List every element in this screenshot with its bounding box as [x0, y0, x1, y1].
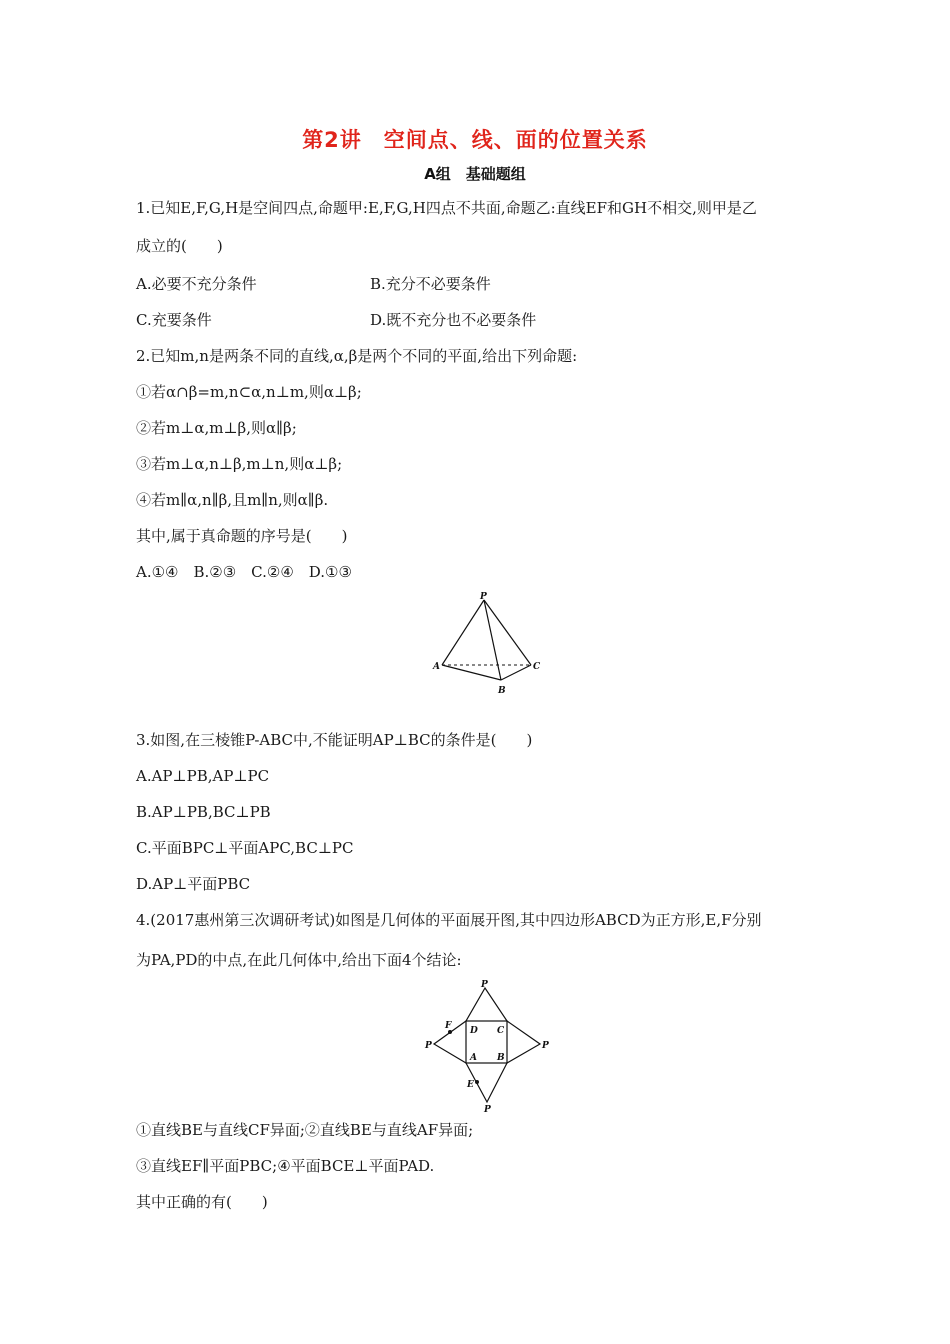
q3-option-d: D.AP⊥平面PBC	[136, 875, 251, 893]
q3-stem: 3.如图,在三棱锥P-ABC中,不能证明AP⊥BC的条件是( )	[136, 731, 533, 749]
label-d: D	[470, 1026, 478, 1036]
label-a: A	[433, 662, 440, 672]
q2-proposition-3: ③若m⊥α,n⊥β,m⊥n,则α⊥β;	[136, 455, 343, 473]
label-p-left: P	[425, 1041, 432, 1051]
q2-ask: 其中,属于真命题的序号是( )	[136, 527, 348, 545]
q3-option-c: C.平面BPC⊥平面APC,BC⊥PC	[136, 839, 354, 857]
q1-option-d: D.既不充分也不必要条件	[370, 311, 537, 329]
q2-proposition-4: ④若m∥α,n∥β,且m∥n,则α∥β.	[136, 491, 329, 509]
page-title: 第2讲 空间点、线、面的位置关系	[302, 128, 648, 152]
q4-conclusions-3-4: ③直线EF∥平面PBC;④平面BCE⊥平面PAD.	[136, 1157, 435, 1175]
label-p-top: P	[481, 980, 488, 990]
q1-stem-line2: 成立的( )	[136, 237, 223, 255]
label-b: B	[497, 1053, 505, 1063]
q4-conclusions-1-2: ①直线BE与直线CF异面;②直线BE与直线AF异面;	[136, 1121, 474, 1139]
label-c: C	[497, 1026, 505, 1036]
q2-proposition-2: ②若m⊥α,m⊥β,则α∥β;	[136, 419, 297, 437]
q3-option-a: A.AP⊥PB,AP⊥PC	[136, 767, 270, 785]
label-p: P	[480, 592, 487, 602]
q4-ask: 其中正确的有( )	[136, 1193, 268, 1211]
q1-option-b: B.充分不必要条件	[370, 275, 491, 293]
group-heading: A组 基础题组	[424, 165, 526, 183]
q2-proposition-1: ①若α∩β=m,n⊂α,n⊥m,则α⊥β;	[136, 383, 362, 401]
q4-stem-line2: 为PA,PD的中点,在此几何体中,给出下面4个结论:	[136, 951, 462, 969]
q1-stem-line1: 1.已知E,F,G,H是空间四点,命题甲:E,F,G,H四点不共面,命题乙:直线EF和GH不相交,则甲是乙	[136, 199, 757, 217]
pyramid-figure	[425, 588, 555, 698]
label-e: E	[467, 1080, 474, 1090]
q2-options: A.①④ B.②③ C.②④ D.①③	[136, 563, 352, 581]
q2-stem: 2.已知m,n是两条不同的直线,α,β是两个不同的平面,给出下列命题:	[136, 347, 578, 365]
point-e-dot	[475, 1080, 479, 1084]
q4-stem-line1: 4.(2017惠州第三次调研考试)如图是几何体的平面展开图,其中四边形ABCD为正方形,E,F分别	[136, 911, 762, 929]
label-p-bottom: P	[484, 1105, 491, 1112]
label-b: B	[498, 686, 506, 696]
label-f: F	[445, 1021, 452, 1031]
q3-option-b: B.AP⊥PB,BC⊥PB	[136, 803, 271, 821]
label-c: C	[533, 662, 541, 672]
net-figure	[420, 976, 560, 1112]
label-a: A	[470, 1053, 477, 1063]
label-p-right: P	[542, 1041, 549, 1051]
q1-option-c: C.充要条件	[136, 311, 212, 329]
q1-option-a: A.必要不充分条件	[136, 275, 257, 293]
